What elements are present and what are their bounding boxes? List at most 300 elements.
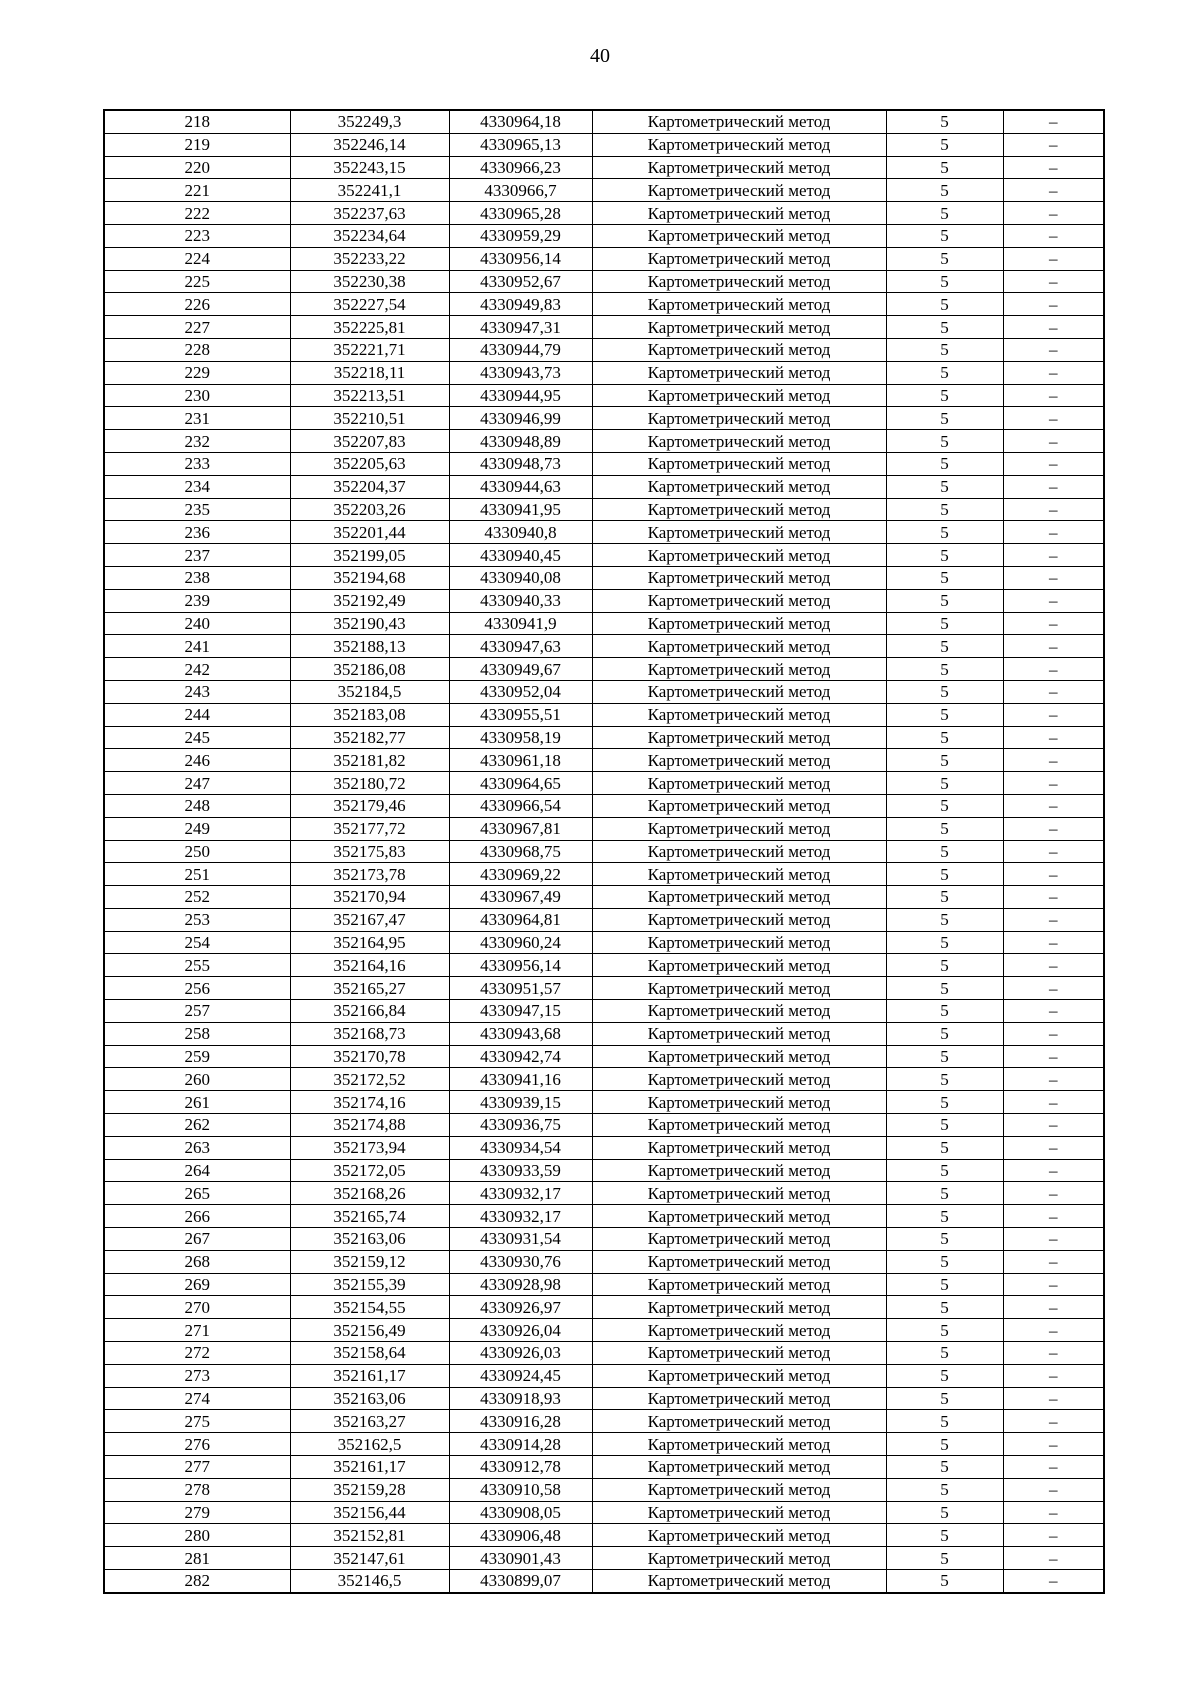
table-row	[104, 1570, 1104, 1593]
note-cell: –	[1003, 1478, 1104, 1501]
note-cell: –	[1003, 224, 1104, 247]
y-coordinate-cell: 4330926,04	[449, 1319, 592, 1342]
method-cell: Картометрический метод	[592, 156, 886, 179]
note-cell: –	[1003, 1182, 1104, 1205]
table-row	[104, 110, 1104, 133]
method-cell: Картометрический метод	[592, 1159, 886, 1182]
table-row	[104, 361, 1104, 384]
y-coordinate-cell: 4330908,05	[449, 1501, 592, 1524]
accuracy-cell: 5	[886, 338, 1003, 361]
method-cell: Картометрический метод	[592, 863, 886, 886]
table-row	[104, 1182, 1104, 1205]
accuracy-cell: 5	[886, 521, 1003, 544]
note-cell: –	[1003, 1433, 1104, 1456]
accuracy-cell: 5	[886, 1570, 1003, 1593]
y-coordinate-cell: 4330939,15	[449, 1091, 592, 1114]
x-coordinate-cell: 352172,52	[290, 1068, 449, 1091]
x-coordinate-cell: 352203,26	[290, 498, 449, 521]
accuracy-cell: 5	[886, 1228, 1003, 1251]
method-cell: Картометрический метод	[592, 1319, 886, 1342]
y-coordinate-cell: 4330943,68	[449, 1022, 592, 1045]
note-cell: –	[1003, 1524, 1104, 1547]
note-cell: –	[1003, 1228, 1104, 1251]
method-cell: Картометрический метод	[592, 338, 886, 361]
table-row	[104, 1319, 1104, 1342]
table-row	[104, 521, 1104, 544]
point-number-cell: 265	[104, 1182, 290, 1205]
table-row	[104, 1136, 1104, 1159]
x-coordinate-cell: 352170,78	[290, 1045, 449, 1068]
accuracy-cell: 5	[886, 703, 1003, 726]
point-number-cell: 243	[104, 680, 290, 703]
method-cell: Картометрический метод	[592, 1342, 886, 1365]
y-coordinate-cell: 4330956,14	[449, 954, 592, 977]
method-cell: Картометрический метод	[592, 224, 886, 247]
note-cell: –	[1003, 817, 1104, 840]
method-cell: Картометрический метод	[592, 589, 886, 612]
method-cell: Картометрический метод	[592, 1000, 886, 1023]
point-number-cell: 218	[104, 110, 290, 133]
note-cell: –	[1003, 1091, 1104, 1114]
y-coordinate-cell: 4330940,8	[449, 521, 592, 544]
point-number-cell: 221	[104, 179, 290, 202]
x-coordinate-cell: 352165,27	[290, 977, 449, 1000]
accuracy-cell: 5	[886, 840, 1003, 863]
note-cell: –	[1003, 1570, 1104, 1593]
note-cell: –	[1003, 1319, 1104, 1342]
note-cell: –	[1003, 566, 1104, 589]
method-cell: Картометрический метод	[592, 1478, 886, 1501]
point-number-cell: 249	[104, 817, 290, 840]
y-coordinate-cell: 4330916,28	[449, 1410, 592, 1433]
y-coordinate-cell: 4330941,9	[449, 612, 592, 635]
note-cell: –	[1003, 1410, 1104, 1433]
note-cell: –	[1003, 1205, 1104, 1228]
y-coordinate-cell: 4330961,18	[449, 749, 592, 772]
method-cell: Картометрический метод	[592, 133, 886, 156]
x-coordinate-cell: 352205,63	[290, 452, 449, 475]
x-coordinate-cell: 352174,16	[290, 1091, 449, 1114]
table-row	[104, 247, 1104, 270]
table-row	[104, 1501, 1104, 1524]
x-coordinate-cell: 352186,08	[290, 658, 449, 681]
note-cell: –	[1003, 156, 1104, 179]
table-row	[104, 498, 1104, 521]
accuracy-cell: 5	[886, 544, 1003, 567]
accuracy-cell: 5	[886, 110, 1003, 133]
x-coordinate-cell: 352207,83	[290, 430, 449, 453]
note-cell: –	[1003, 110, 1104, 133]
table-row	[104, 863, 1104, 886]
table-row	[104, 270, 1104, 293]
accuracy-cell: 5	[886, 1364, 1003, 1387]
table-row	[104, 1250, 1104, 1273]
note-cell: –	[1003, 726, 1104, 749]
x-coordinate-cell: 352162,5	[290, 1433, 449, 1456]
y-coordinate-cell: 4330966,23	[449, 156, 592, 179]
note-cell: –	[1003, 544, 1104, 567]
y-coordinate-cell: 4330933,59	[449, 1159, 592, 1182]
accuracy-cell: 5	[886, 1159, 1003, 1182]
method-cell: Картометрический метод	[592, 749, 886, 772]
table-row	[104, 1410, 1104, 1433]
note-cell: –	[1003, 293, 1104, 316]
page-number: 40	[590, 45, 610, 67]
table-row	[104, 1342, 1104, 1365]
x-coordinate-cell: 352158,64	[290, 1342, 449, 1365]
y-coordinate-cell: 4330926,03	[449, 1342, 592, 1365]
table-row	[104, 1000, 1104, 1023]
y-coordinate-cell: 4330928,98	[449, 1273, 592, 1296]
method-cell: Картометрический метод	[592, 566, 886, 589]
x-coordinate-cell: 352213,51	[290, 384, 449, 407]
table-row	[104, 1433, 1104, 1456]
y-coordinate-cell: 4330914,28	[449, 1433, 592, 1456]
point-number-cell: 278	[104, 1478, 290, 1501]
point-number-cell: 280	[104, 1524, 290, 1547]
accuracy-cell: 5	[886, 658, 1003, 681]
y-coordinate-cell: 4330924,45	[449, 1364, 592, 1387]
point-number-cell: 268	[104, 1250, 290, 1273]
table-row	[104, 566, 1104, 589]
x-coordinate-cell: 352170,94	[290, 886, 449, 909]
table-row	[104, 430, 1104, 453]
y-coordinate-cell: 4330967,81	[449, 817, 592, 840]
x-coordinate-cell: 352168,73	[290, 1022, 449, 1045]
accuracy-cell: 5	[886, 1342, 1003, 1365]
method-cell: Картометрический метод	[592, 886, 886, 909]
table-row	[104, 407, 1104, 430]
table-row	[104, 1296, 1104, 1319]
x-coordinate-cell: 352154,55	[290, 1296, 449, 1319]
method-cell: Картометрический метод	[592, 202, 886, 225]
note-cell: –	[1003, 612, 1104, 635]
x-coordinate-cell: 352161,17	[290, 1456, 449, 1479]
method-cell: Картометрический метод	[592, 1250, 886, 1273]
y-coordinate-cell: 4330958,19	[449, 726, 592, 749]
accuracy-cell: 5	[886, 817, 1003, 840]
table-row	[104, 726, 1104, 749]
table-row	[104, 1456, 1104, 1479]
y-coordinate-cell: 4330956,14	[449, 247, 592, 270]
point-number-cell: 279	[104, 1501, 290, 1524]
x-coordinate-cell: 352156,44	[290, 1501, 449, 1524]
point-number-cell: 220	[104, 156, 290, 179]
accuracy-cell: 5	[886, 612, 1003, 635]
method-cell: Картометрический метод	[592, 817, 886, 840]
y-coordinate-cell: 4330965,13	[449, 133, 592, 156]
note-cell: –	[1003, 749, 1104, 772]
method-cell: Картометрический метод	[592, 1387, 886, 1410]
x-coordinate-cell: 352218,11	[290, 361, 449, 384]
method-cell: Картометрический метод	[592, 977, 886, 1000]
y-coordinate-cell: 4330952,04	[449, 680, 592, 703]
table-row	[104, 931, 1104, 954]
y-coordinate-cell: 4330969,22	[449, 863, 592, 886]
accuracy-cell: 5	[886, 1410, 1003, 1433]
x-coordinate-cell: 352161,17	[290, 1364, 449, 1387]
method-cell: Картометрический метод	[592, 384, 886, 407]
method-cell: Картометрический метод	[592, 908, 886, 931]
note-cell: –	[1003, 703, 1104, 726]
accuracy-cell: 5	[886, 247, 1003, 270]
method-cell: Картометрический метод	[592, 680, 886, 703]
x-coordinate-cell: 352201,44	[290, 521, 449, 544]
method-cell: Картометрический метод	[592, 1114, 886, 1137]
y-coordinate-cell: 4330964,65	[449, 772, 592, 795]
y-coordinate-cell: 4330936,75	[449, 1114, 592, 1137]
table-row	[104, 1364, 1104, 1387]
point-number-cell: 235	[104, 498, 290, 521]
note-cell: –	[1003, 1250, 1104, 1273]
accuracy-cell: 5	[886, 1456, 1003, 1479]
method-cell: Картометрический метод	[592, 1501, 886, 1524]
method-cell: Картометрический метод	[592, 1296, 886, 1319]
note-cell: –	[1003, 270, 1104, 293]
note-cell: –	[1003, 886, 1104, 909]
method-cell: Картометрический метод	[592, 1433, 886, 1456]
point-number-cell: 228	[104, 338, 290, 361]
method-cell: Картометрический метод	[592, 1456, 886, 1479]
method-cell: Картометрический метод	[592, 1547, 886, 1570]
y-coordinate-cell: 4330930,76	[449, 1250, 592, 1273]
method-cell: Картометрический метод	[592, 954, 886, 977]
method-cell: Картометрический метод	[592, 1524, 886, 1547]
accuracy-cell: 5	[886, 1250, 1003, 1273]
note-cell: –	[1003, 133, 1104, 156]
x-coordinate-cell: 352181,82	[290, 749, 449, 772]
note-cell: –	[1003, 658, 1104, 681]
y-coordinate-cell: 4330964,81	[449, 908, 592, 931]
x-coordinate-cell: 352166,84	[290, 1000, 449, 1023]
note-cell: –	[1003, 1547, 1104, 1570]
x-coordinate-cell: 352246,14	[290, 133, 449, 156]
x-coordinate-cell: 352230,38	[290, 270, 449, 293]
table-row	[104, 794, 1104, 817]
note-cell: –	[1003, 1364, 1104, 1387]
point-number-cell: 251	[104, 863, 290, 886]
point-number-cell: 256	[104, 977, 290, 1000]
accuracy-cell: 5	[886, 977, 1003, 1000]
accuracy-cell: 5	[886, 931, 1003, 954]
accuracy-cell: 5	[886, 202, 1003, 225]
x-coordinate-cell: 352146,5	[290, 1570, 449, 1593]
note-cell: –	[1003, 1501, 1104, 1524]
note-cell: –	[1003, 908, 1104, 931]
note-cell: –	[1003, 498, 1104, 521]
note-cell: –	[1003, 1022, 1104, 1045]
point-number-cell: 239	[104, 589, 290, 612]
method-cell: Картометрический метод	[592, 521, 886, 544]
note-cell: –	[1003, 589, 1104, 612]
x-coordinate-cell: 352182,77	[290, 726, 449, 749]
method-cell: Картометрический метод	[592, 407, 886, 430]
point-number-cell: 263	[104, 1136, 290, 1159]
x-coordinate-cell: 352159,28	[290, 1478, 449, 1501]
method-cell: Картометрический метод	[592, 1410, 886, 1433]
y-coordinate-cell: 4330934,54	[449, 1136, 592, 1159]
method-cell: Картометрический метод	[592, 1273, 886, 1296]
note-cell: –	[1003, 361, 1104, 384]
y-coordinate-cell: 4330967,49	[449, 886, 592, 909]
method-cell: Картометрический метод	[592, 1045, 886, 1068]
table-row	[104, 293, 1104, 316]
method-cell: Картометрический метод	[592, 612, 886, 635]
point-number-cell: 271	[104, 1319, 290, 1342]
note-cell: –	[1003, 840, 1104, 863]
method-cell: Картометрический метод	[592, 635, 886, 658]
note-cell: –	[1003, 384, 1104, 407]
method-cell: Картометрический метод	[592, 794, 886, 817]
table-row	[104, 635, 1104, 658]
x-coordinate-cell: 352163,27	[290, 1410, 449, 1433]
y-coordinate-cell: 4330940,08	[449, 566, 592, 589]
accuracy-cell: 5	[886, 954, 1003, 977]
accuracy-cell: 5	[886, 384, 1003, 407]
y-coordinate-cell: 4330910,58	[449, 1478, 592, 1501]
table-row	[104, 1091, 1104, 1114]
point-number-cell: 281	[104, 1547, 290, 1570]
accuracy-cell: 5	[886, 1478, 1003, 1501]
point-number-cell: 232	[104, 430, 290, 453]
point-number-cell: 225	[104, 270, 290, 293]
point-number-cell: 238	[104, 566, 290, 589]
table-row	[104, 977, 1104, 1000]
accuracy-cell: 5	[886, 156, 1003, 179]
accuracy-cell: 5	[886, 1547, 1003, 1570]
point-number-cell: 264	[104, 1159, 290, 1182]
note-cell: –	[1003, 772, 1104, 795]
x-coordinate-cell: 352179,46	[290, 794, 449, 817]
x-coordinate-cell: 352173,78	[290, 863, 449, 886]
method-cell: Картометрический метод	[592, 293, 886, 316]
point-number-cell: 266	[104, 1205, 290, 1228]
accuracy-cell: 5	[886, 886, 1003, 909]
x-coordinate-cell: 352147,61	[290, 1547, 449, 1570]
point-number-cell: 262	[104, 1114, 290, 1137]
table-row	[104, 658, 1104, 681]
table-row	[104, 338, 1104, 361]
method-cell: Картометрический метод	[592, 247, 886, 270]
point-number-cell: 250	[104, 840, 290, 863]
note-cell: –	[1003, 1136, 1104, 1159]
method-cell: Картометрический метод	[592, 452, 886, 475]
table-row	[104, 1273, 1104, 1296]
x-coordinate-cell: 352199,05	[290, 544, 449, 567]
table-row	[104, 384, 1104, 407]
x-coordinate-cell: 352173,94	[290, 1136, 449, 1159]
accuracy-cell: 5	[886, 430, 1003, 453]
point-number-cell: 276	[104, 1433, 290, 1456]
coordinates-table	[103, 109, 1105, 1594]
x-coordinate-cell: 352188,13	[290, 635, 449, 658]
method-cell: Картометрический метод	[592, 1068, 886, 1091]
table-row	[104, 589, 1104, 612]
method-cell: Картометрический метод	[592, 1205, 886, 1228]
x-coordinate-cell: 352164,95	[290, 931, 449, 954]
point-number-cell: 233	[104, 452, 290, 475]
y-coordinate-cell: 4330955,51	[449, 703, 592, 726]
point-number-cell: 269	[104, 1273, 290, 1296]
x-coordinate-cell: 352168,26	[290, 1182, 449, 1205]
x-coordinate-cell: 352227,54	[290, 293, 449, 316]
table-row	[104, 179, 1104, 202]
table-row	[104, 749, 1104, 772]
note-cell: –	[1003, 316, 1104, 339]
point-number-cell: 248	[104, 794, 290, 817]
point-number-cell: 219	[104, 133, 290, 156]
note-cell: –	[1003, 1296, 1104, 1319]
accuracy-cell: 5	[886, 452, 1003, 475]
note-cell: –	[1003, 1273, 1104, 1296]
note-cell: –	[1003, 977, 1104, 1000]
point-number-cell: 240	[104, 612, 290, 635]
table-row	[104, 1387, 1104, 1410]
table-row	[104, 1524, 1104, 1547]
x-coordinate-cell: 352165,74	[290, 1205, 449, 1228]
method-cell: Картометрический метод	[592, 772, 886, 795]
accuracy-cell: 5	[886, 475, 1003, 498]
accuracy-cell: 5	[886, 1501, 1003, 1524]
accuracy-cell: 5	[886, 908, 1003, 931]
y-coordinate-cell: 4330912,78	[449, 1456, 592, 1479]
accuracy-cell: 5	[886, 293, 1003, 316]
y-coordinate-cell: 4330951,57	[449, 977, 592, 1000]
x-coordinate-cell: 352243,15	[290, 156, 449, 179]
point-number-cell: 259	[104, 1045, 290, 1068]
y-coordinate-cell: 4330899,07	[449, 1570, 592, 1593]
table-row	[104, 954, 1104, 977]
table-row	[104, 1114, 1104, 1137]
accuracy-cell: 5	[886, 1387, 1003, 1410]
x-coordinate-cell: 352221,71	[290, 338, 449, 361]
y-coordinate-cell: 4330942,74	[449, 1045, 592, 1068]
y-coordinate-cell: 4330947,63	[449, 635, 592, 658]
x-coordinate-cell: 352225,81	[290, 316, 449, 339]
point-number-cell: 241	[104, 635, 290, 658]
x-coordinate-cell: 352184,5	[290, 680, 449, 703]
x-coordinate-cell: 352163,06	[290, 1228, 449, 1251]
y-coordinate-cell: 4330952,67	[449, 270, 592, 293]
accuracy-cell: 5	[886, 1182, 1003, 1205]
y-coordinate-cell: 4330918,93	[449, 1387, 592, 1410]
x-coordinate-cell: 352190,43	[290, 612, 449, 635]
table-row	[104, 1478, 1104, 1501]
x-coordinate-cell: 352180,72	[290, 772, 449, 795]
accuracy-cell: 5	[886, 133, 1003, 156]
accuracy-cell: 5	[886, 863, 1003, 886]
accuracy-cell: 5	[886, 498, 1003, 521]
note-cell: –	[1003, 1342, 1104, 1365]
y-coordinate-cell: 4330949,67	[449, 658, 592, 681]
accuracy-cell: 5	[886, 772, 1003, 795]
table-row	[104, 908, 1104, 931]
point-number-cell: 277	[104, 1456, 290, 1479]
accuracy-cell: 5	[886, 1205, 1003, 1228]
x-coordinate-cell: 352183,08	[290, 703, 449, 726]
point-number-cell: 244	[104, 703, 290, 726]
note-cell: –	[1003, 338, 1104, 361]
note-cell: –	[1003, 475, 1104, 498]
x-coordinate-cell: 352210,51	[290, 407, 449, 430]
method-cell: Картометрический метод	[592, 1136, 886, 1159]
x-coordinate-cell: 352164,16	[290, 954, 449, 977]
point-number-cell: 245	[104, 726, 290, 749]
method-cell: Картометрический метод	[592, 475, 886, 498]
y-coordinate-cell: 4330949,83	[449, 293, 592, 316]
y-coordinate-cell: 4330966,54	[449, 794, 592, 817]
y-coordinate-cell: 4330960,24	[449, 931, 592, 954]
